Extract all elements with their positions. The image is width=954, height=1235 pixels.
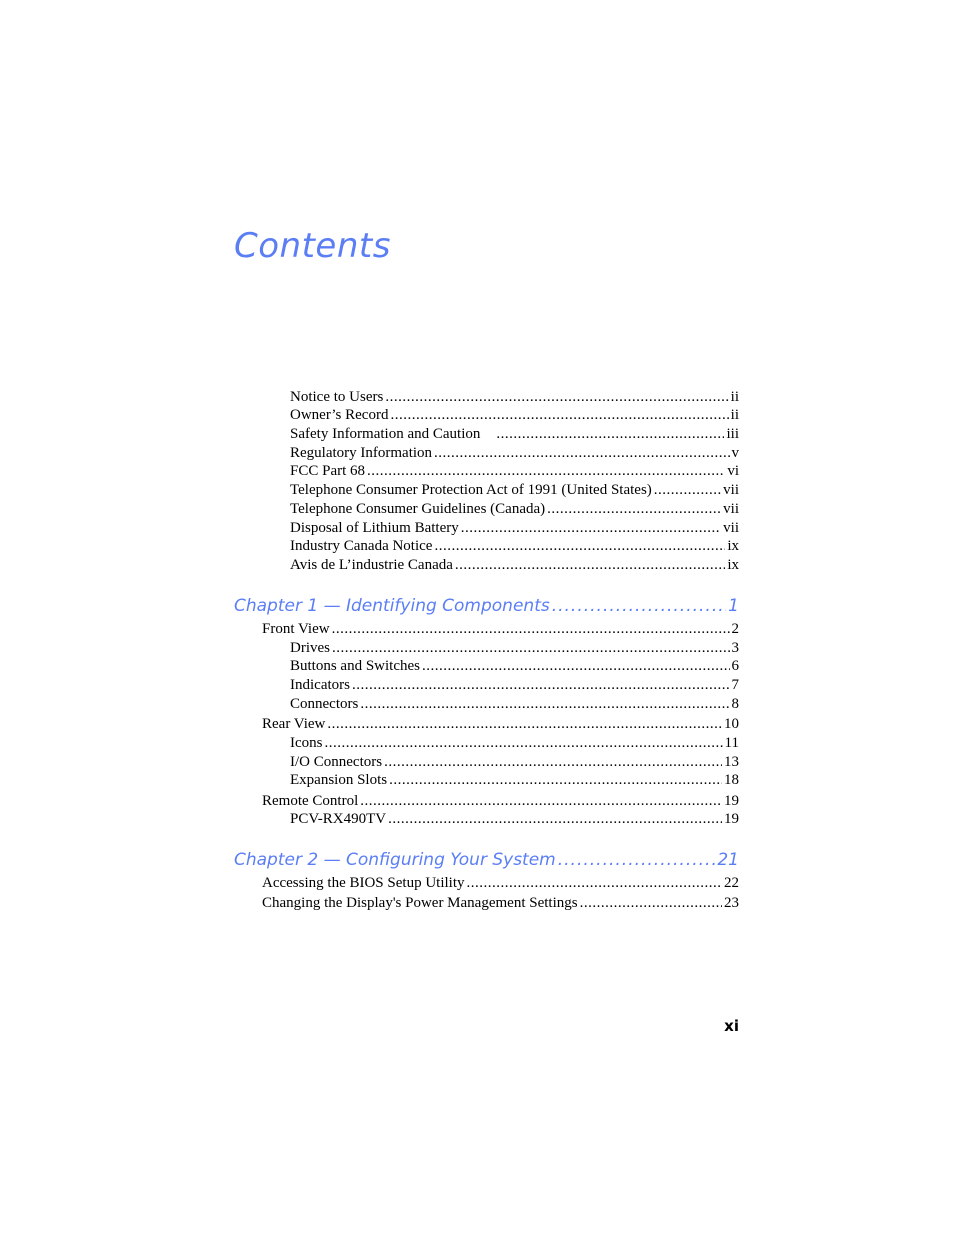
chapter-label: Chapter 2 — Configuring Your System: [234, 850, 556, 870]
toc-entry-page: 19: [724, 793, 739, 809]
toc-entry[interactable]: [262, 893, 739, 913]
toc-entry-label: Rear View: [262, 716, 326, 732]
toc-entry-label: Avis de L’industrie Canada: [290, 557, 453, 573]
toc-entry-label: Telephone Consumer Guidelines (Canada): [290, 501, 546, 517]
toc-entry-label: I/O Connectors: [290, 754, 383, 770]
toc-entry-page: ii: [730, 407, 739, 423]
dot-leader: [385, 387, 728, 407]
dot-leader: [367, 461, 725, 481]
toc-entry[interactable]: [290, 733, 739, 753]
toc-entry-label: Remote Control: [262, 793, 359, 809]
toc-entry-label: Connectors: [290, 696, 359, 712]
chapter-page: 21: [717, 850, 739, 870]
toc-entry-page: 8: [731, 696, 739, 712]
toc-entry-page: ii: [730, 389, 739, 405]
toc-entry[interactable]: [290, 656, 739, 676]
dot-leader: [389, 770, 722, 790]
toc-entry-label: Telephone Consumer Protection Act of 1991 (United States): [290, 482, 652, 498]
toc-entry-label: Front View: [262, 621, 330, 637]
toc-entry[interactable]: [262, 714, 739, 734]
toc-entry-page: 22: [724, 875, 739, 891]
dot-leader: [558, 848, 716, 872]
chapter-label: Chapter 1 — Identifying Components: [234, 596, 550, 616]
toc-entry-page: ix: [727, 557, 739, 573]
dot-leader: [496, 424, 724, 444]
toc-entry-page: 19: [724, 811, 739, 827]
toc-entry-label: PCV-RX490TV: [290, 811, 387, 827]
toc-entry-label: Buttons and Switches: [290, 658, 420, 674]
toc-entry[interactable]: [290, 499, 739, 519]
page-title: Contents: [234, 226, 391, 266]
toc-entry[interactable]: [290, 809, 739, 829]
toc-entry-page: 6: [731, 658, 739, 674]
dot-leader: [547, 499, 721, 519]
toc-entry-page: 7: [731, 677, 739, 693]
toc-entry[interactable]: [290, 480, 739, 500]
dot-leader: [422, 656, 730, 676]
dot-leader: [580, 893, 722, 913]
dot-leader: [388, 809, 722, 829]
toc-entry[interactable]: [262, 619, 739, 639]
toc-entry[interactable]: [290, 424, 739, 444]
dot-leader: [434, 536, 725, 556]
chapter-page: 1: [728, 596, 739, 616]
dot-leader: [461, 518, 721, 538]
toc-entry-label: Notice to Users: [290, 389, 384, 405]
dot-leader: [352, 675, 730, 695]
toc-entry[interactable]: [290, 387, 739, 407]
toc-entry-label: Icons: [290, 735, 323, 751]
dot-leader: [360, 791, 722, 811]
toc-entry-label: Disposal of Lithium Battery: [290, 520, 459, 536]
toc-entry-page: 2: [731, 621, 739, 637]
toc-entry-page: vi: [727, 463, 739, 479]
toc-entry[interactable]: [290, 675, 739, 695]
dot-leader: [390, 405, 728, 425]
dot-leader: [654, 480, 721, 500]
toc-entry-page: v: [731, 445, 739, 461]
toc-entry-label: Safety Information and Caution: [290, 426, 481, 442]
dot-leader: [455, 555, 725, 575]
toc-entry-label: Accessing the BIOS Setup Utility: [262, 875, 465, 891]
toc-entry-page: 3: [731, 640, 739, 656]
toc-entry[interactable]: [290, 752, 739, 772]
toc-entry-page: 11: [724, 735, 739, 751]
chapter-2-heading[interactable]: [234, 848, 739, 872]
dot-leader: [467, 873, 723, 893]
toc-entry[interactable]: [290, 555, 739, 575]
toc-entry-label: FCC Part 68: [290, 463, 366, 479]
dot-leader: [332, 638, 730, 658]
chapter-1-heading[interactable]: [234, 594, 739, 618]
toc-entry[interactable]: [290, 770, 739, 790]
dot-leader: [434, 443, 729, 463]
toc-entry-page: vii: [723, 482, 739, 498]
dot-leader: [332, 619, 730, 639]
toc-entry[interactable]: [290, 518, 739, 538]
toc-entry[interactable]: [290, 536, 739, 556]
toc-entry[interactable]: [290, 443, 739, 463]
toc-entry[interactable]: [290, 461, 739, 481]
toc-entry-page: vii: [723, 501, 739, 517]
toc-entry-page: vii: [723, 520, 739, 536]
toc-entry-label: Expansion Slots: [290, 772, 388, 788]
toc-entry-page: 13: [724, 754, 739, 770]
toc-entry-label: Indicators: [290, 677, 350, 693]
toc-entry-label: Drives: [290, 640, 330, 656]
toc-entry[interactable]: [290, 694, 739, 714]
toc-entry[interactable]: [290, 638, 739, 658]
toc-entry[interactable]: [262, 873, 739, 893]
toc-entry-page: 18: [724, 772, 739, 788]
toc-entry-page: 23: [724, 895, 739, 911]
dot-leader: [552, 594, 726, 618]
toc-entry-page: iii: [726, 426, 739, 442]
toc-entry-label: Changing the Display's Power Management Settings: [262, 895, 578, 911]
dot-leader: [384, 752, 722, 772]
page-number: xi: [724, 1017, 739, 1035]
toc-entry[interactable]: [262, 791, 739, 811]
toc-entry-page: 10: [724, 716, 739, 732]
toc-entry-label: Owner’s Record: [290, 407, 389, 423]
dot-leader: [360, 694, 729, 714]
dot-leader: [327, 714, 722, 734]
dot-leader: [325, 733, 723, 753]
toc-entry[interactable]: [290, 405, 739, 425]
toc-entry-label: Regulatory Information: [290, 445, 433, 461]
toc-entry-label: Industry Canada Notice: [290, 538, 433, 554]
toc-entry-page: ix: [727, 538, 739, 554]
